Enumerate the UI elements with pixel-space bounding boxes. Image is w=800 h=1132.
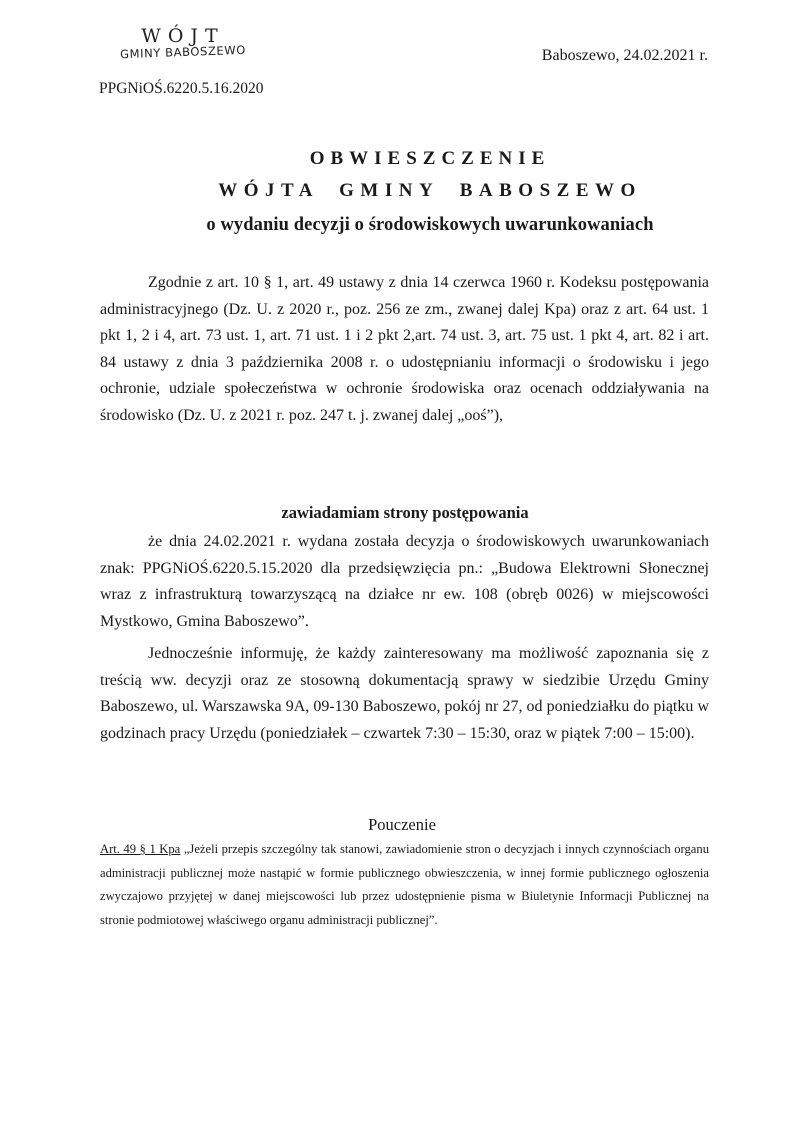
document-title: OBWIESZCZENIE [309, 148, 551, 169]
stamp-subtitle: GMINY BABOSZEWO [119, 42, 247, 62]
instruction-text: „Jeżeli przepis szczególny tak stanowi, zawiadomienie stron o decyzjach i innych czynnościach organu administracji publicznej może nastąpić w formie publicznego obwieszczenia, w innej formie publicznego ogłoszenia zwyczajowo przyjętej w danej miejscowości lub przez udostępnienie pisma w Biuletynie Informacji Publicznej na stronie podmiotowej właściwego organu administracji publicznej”. [100, 842, 709, 928]
instruction-heading: Pouczenie [368, 815, 436, 834]
instruction-text-block [100, 838, 709, 933]
stamp-title: WÓJT [141, 25, 225, 47]
document-subject: o wydaniu decyzji o środowiskowych uwarunkowaniach [206, 215, 654, 235]
place-date: Baboszewo, 24.02.2021 r. [541, 47, 708, 64]
case-number: PPGNiOŚ.6220.5.16.2020 [99, 80, 264, 97]
document-issuer: WÓJTA GMINY BABOSZEWO [218, 180, 642, 201]
announcement-heading: zawiadamiam strony postępowania [281, 503, 529, 522]
information-paragraph: Jednocześnie informuję, że każdy zainteresowany ma możliwość zapoznania się z treścią ww. decyzji oraz ze stosowną dokumentacją sprawy w siedzibie Urzędu Gminy Baboszewo, ul. Warszawska 9A, 09-130 Baboszewo, pokój nr 27, od poniedziałku do piątku w godzinach pracy Urzędu (poniedziałek – czwartek 7:30 – 15:30, oraz w piątek 7:00 – 15:00). [100, 645, 709, 742]
decision-paragraph: że dnia 24.02.2021 r. wydana została decyzja o środowiskowych uwarunkowaniach znak: PPGNiOŚ.6220.5.15.2020 dla przedsięwzięcia pn.: „Budowa Elektrowni Słonecznej wraz z infrastrukturą towarzyszącą na działce nr ew. 108 (obręb 0026) w miejscowości Mystkowo, Gmina Baboszewo”. [100, 533, 709, 630]
legal-basis-paragraph: Zgodnie z art. 10 § 1, art. 49 ustawy z dnia 14 czerwca 1960 r. Kodeksu postępowania administracyjnego (Dz. U. z 2020 r., poz. 256 ze zm., zwanej dalej Kpa) oraz z art. 64 ust. 1 pkt 1, 2 i 4, art. 73 ust. 1, art. 71 ust. 1 i 2 pkt 2,art. 74 ust. 3, art. 75 ust. 1 pkt 4, art. 82 i art. 84 ustawy z dnia 3 października 2008 r. o udostępnianiu informacji o środowisku i jego ochronie, udziale społeczeństwa w ochronie środowiska oraz ocenach oddziaływania na środowisko (Dz. U. z 2021 r. poz. 247 t. j. zwanej dalej „ooś”), [100, 274, 709, 424]
official-stamp [98, 25, 268, 62]
legal-reference: Art. 49 § 1 Kpa [100, 842, 181, 856]
